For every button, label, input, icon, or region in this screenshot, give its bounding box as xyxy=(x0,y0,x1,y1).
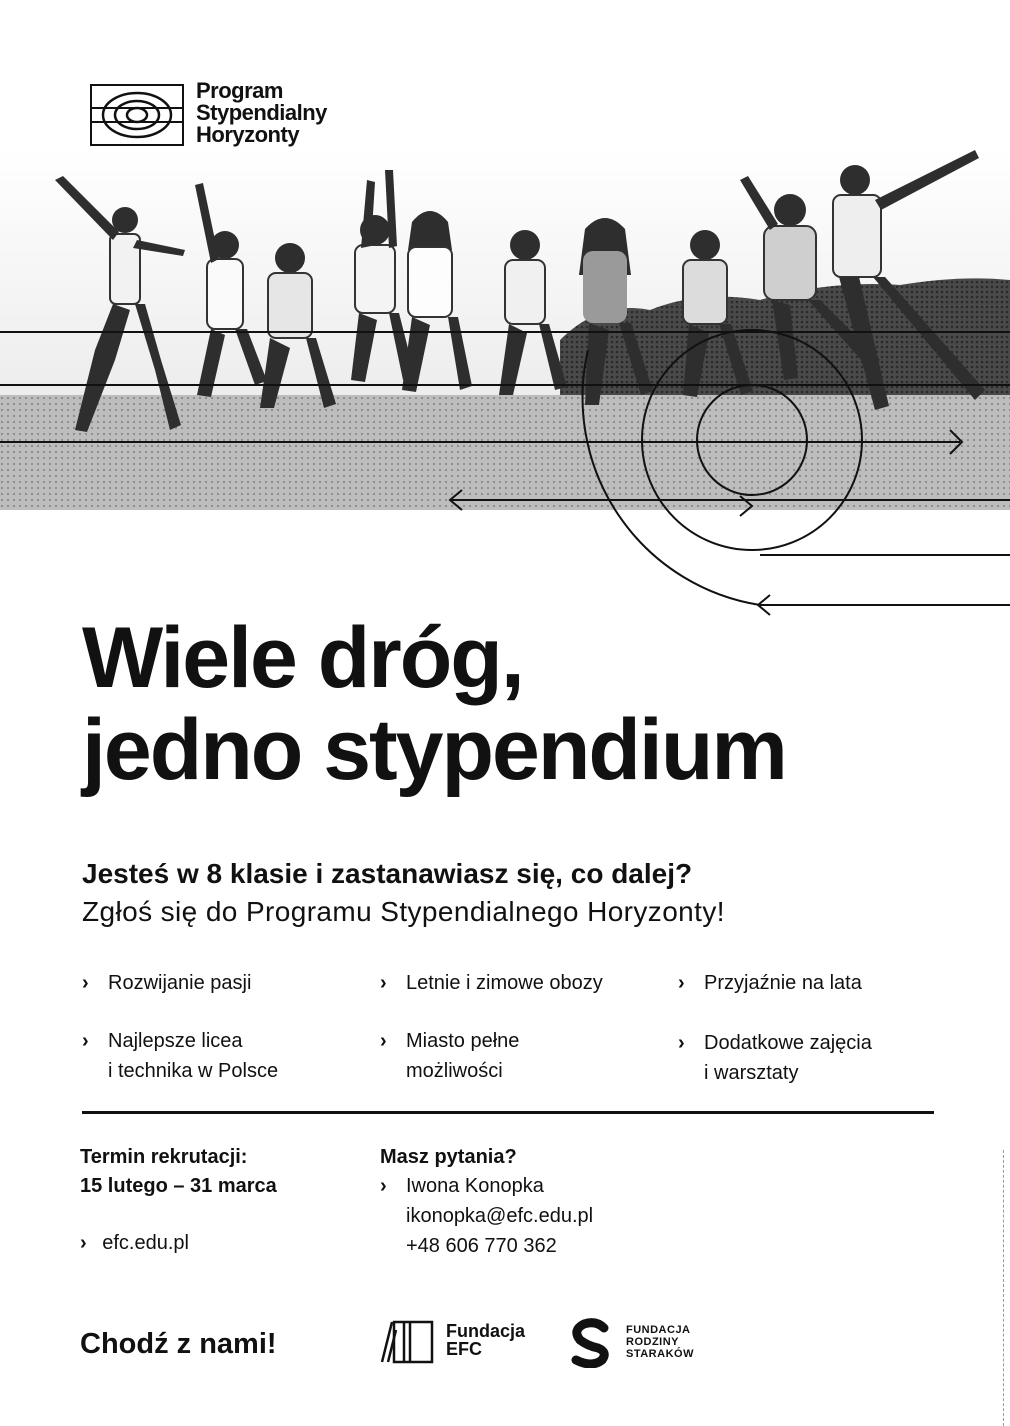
starak-line-2: RODZINY xyxy=(626,1336,679,1348)
efc-logo-icon xyxy=(380,1320,434,1364)
divider xyxy=(82,1111,934,1114)
headline-line-2: jedno stypendium xyxy=(82,702,786,798)
recruitment-dates: 15 lutego – 31 marca xyxy=(80,1175,277,1197)
benefit-item xyxy=(678,1028,872,1088)
chevron-right-icon: › xyxy=(82,972,89,994)
website-link[interactable] xyxy=(80,1228,189,1258)
chevron-right-icon: › xyxy=(678,1032,685,1054)
chevron-right-icon: › xyxy=(380,1030,387,1052)
benefit-text: Miasto pełne możliwości xyxy=(406,1030,520,1082)
horyzonty-logo-icon xyxy=(90,84,184,146)
starak-name xyxy=(626,1324,694,1360)
brand-line: Stypendialny xyxy=(196,100,327,125)
benefit-item xyxy=(82,1026,278,1086)
benefit-item xyxy=(380,968,603,998)
efc-line-1: Fundacja xyxy=(446,1321,526,1341)
chevron-right-icon: › xyxy=(82,1030,89,1052)
subheading-call: Zgłoś się do Programu Stypendialnego Horyzonty! xyxy=(82,896,725,927)
contact-block xyxy=(380,1171,593,1261)
benefit-item xyxy=(82,968,251,998)
recruitment-label: Termin rekrutacji: xyxy=(80,1146,248,1168)
chevron-right-icon: › xyxy=(678,972,685,994)
efc-line-2: EFC xyxy=(446,1339,482,1359)
contact-label: Masz pytania? xyxy=(380,1146,517,1168)
benefit-text: Letnie i zimowe obozy xyxy=(406,972,603,994)
brand-line: Program xyxy=(196,78,283,103)
contact-phone[interactable]: +48 606 770 362 xyxy=(406,1235,557,1257)
chevron-right-icon: › xyxy=(380,1175,387,1197)
benefit-text: Najlepsze licea i technika w Polsce xyxy=(108,1030,279,1082)
website-text: efc.edu.pl xyxy=(102,1232,189,1254)
benefit-text: Przyjaźnie na lata xyxy=(704,972,862,994)
starak-line-1: FUNDACJA xyxy=(626,1324,691,1336)
efc-name xyxy=(446,1322,525,1358)
chevron-right-icon: › xyxy=(80,1232,87,1254)
brand-line: Horyzonty xyxy=(196,122,300,147)
contact-name: Iwona Konopka xyxy=(406,1175,544,1197)
chevron-right-icon: › xyxy=(380,972,387,994)
subheading-question: Jesteś w 8 klasie i zastanawiasz się, co dalej? xyxy=(82,858,693,889)
benefit-text: Rozwijanie pasji xyxy=(108,972,252,994)
starak-logo-icon xyxy=(566,1318,616,1368)
benefit-text: Dodatkowe zajęcia i warsztaty xyxy=(704,1032,872,1084)
scan-edge xyxy=(1003,1150,1004,1426)
main-headline xyxy=(82,612,786,796)
contact-email[interactable]: ikonopka@efc.edu.pl xyxy=(406,1205,594,1227)
benefit-item xyxy=(380,1026,519,1086)
cta-text: Chodź z nami! xyxy=(80,1328,277,1360)
headline-line-1: Wiele dróg, xyxy=(82,610,523,706)
starak-line-3: STARAKÓW xyxy=(626,1348,694,1360)
hero-photo xyxy=(0,150,1010,510)
benefit-item xyxy=(678,968,862,998)
brand-name xyxy=(196,80,327,146)
